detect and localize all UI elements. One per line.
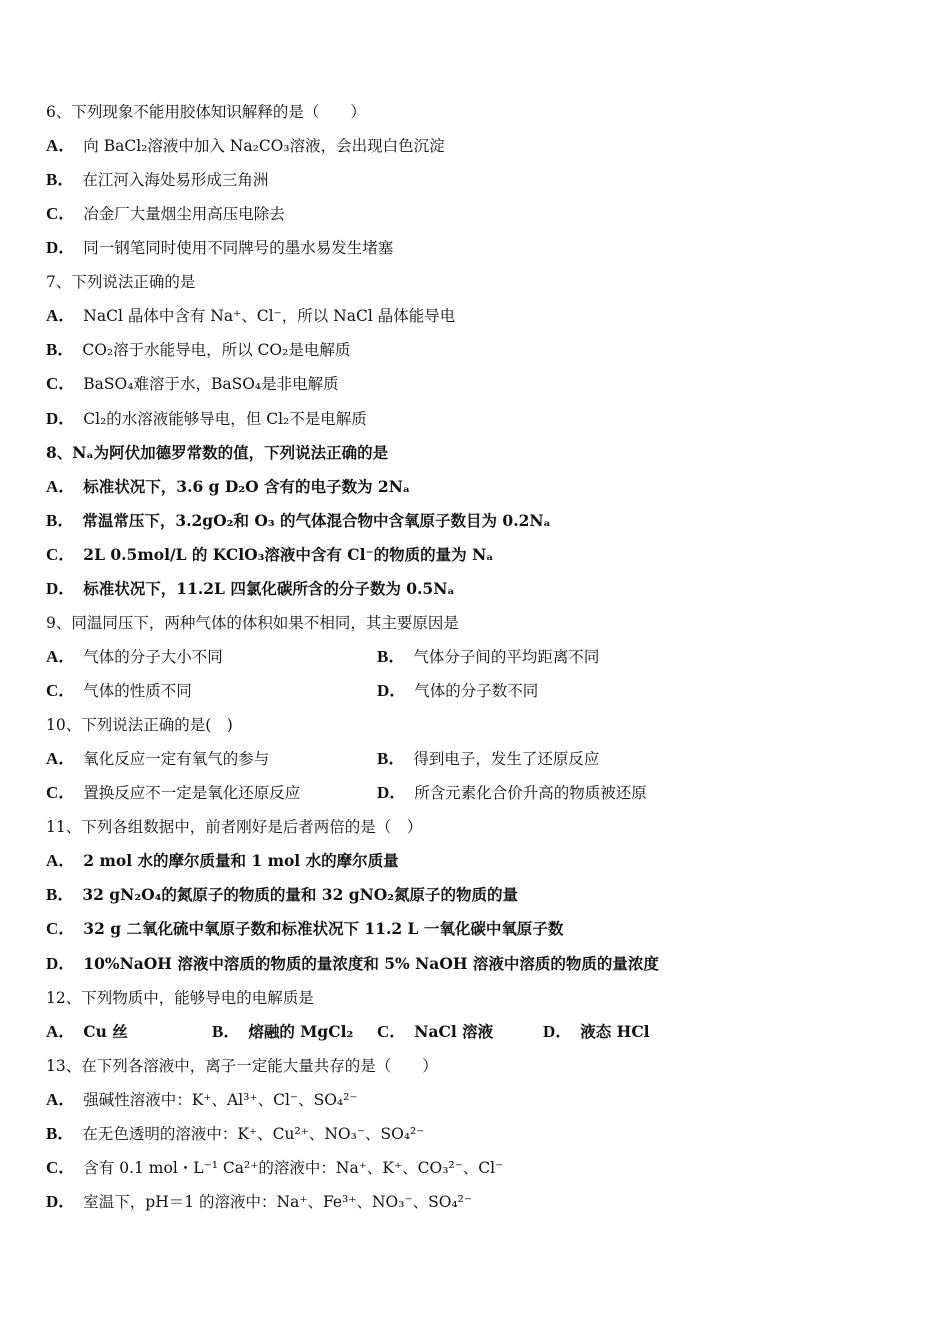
option-label: A．: [46, 646, 76, 666]
answer-option: [46, 236, 393, 260]
option-label: A．: [46, 476, 76, 496]
question-stem: 8、Nₐ为阿伏加德罗常数的值，下列说法正确的是: [46, 442, 389, 462]
question-stem: 12、下列物质中，能够导电的电解质是: [46, 988, 314, 1007]
option-text: 所含元素化合价升高的物质被还原: [414, 784, 647, 803]
question-stem: 11、下列各组数据中，前者刚好是后者两倍的是（ ）: [46, 818, 423, 837]
option-label: D．: [46, 953, 76, 973]
answer-option: [46, 849, 399, 873]
answer-option: [46, 747, 269, 771]
option-text: 熔融的 MgCl₂: [248, 1021, 354, 1041]
answer-option: [46, 1020, 128, 1044]
answer-option: [46, 679, 192, 703]
option-text: 室温下，pH＝1 的溶液中：Na⁺、Fe³⁺、NO₃⁻、SO₄²⁻: [83, 1192, 473, 1211]
option-text: 2L 0.5mol/L 的 KClO₃溶液中含有 Cl⁻的物质的量为 Nₐ: [83, 544, 494, 564]
option-label: D．: [543, 1021, 573, 1041]
option-label: B．: [212, 1021, 241, 1041]
option-label: B．: [46, 340, 75, 360]
answer-option: [377, 679, 538, 703]
option-text: 冶金厂大量烟尘用高压电除去: [83, 205, 285, 224]
option-label: A．: [46, 306, 76, 326]
option-label: C．: [46, 783, 76, 803]
answer-option: [46, 134, 445, 158]
option-text: 含有 0.1 mol・L⁻¹ Ca²⁺的溶液中：Na⁺、K⁺、CO₃²⁻、Cl⁻: [83, 1158, 504, 1177]
option-label: B．: [46, 1123, 75, 1143]
option-text: 气体的分子数不同: [414, 682, 539, 701]
answer-option: [543, 1020, 650, 1044]
answer-option: [46, 577, 455, 601]
option-text: 得到电子，发生了还原反应: [413, 750, 600, 769]
option-label: B．: [46, 885, 75, 905]
answer-option: [377, 1020, 493, 1044]
answer-option: [46, 372, 339, 396]
answer-option: [46, 781, 300, 805]
answer-option: [46, 645, 223, 669]
option-label: D．: [46, 408, 76, 428]
option-label: D．: [46, 578, 76, 598]
option-label: C．: [46, 919, 76, 939]
option-label: B．: [377, 749, 406, 769]
option-label: D．: [377, 783, 407, 803]
option-text: CO₂溶于水能导电，所以 CO₂是电解质: [82, 341, 351, 360]
option-text: BaSO₄难溶于水，BaSO₄是非电解质: [83, 375, 339, 394]
option-text: 2 mol 水的摩尔质量和 1 mol 水的摩尔质量: [83, 851, 399, 871]
answer-option: [46, 509, 551, 533]
answer-option: [46, 1088, 358, 1112]
option-label: D．: [46, 1191, 76, 1211]
answer-option: [46, 1122, 424, 1146]
answer-option: [46, 407, 367, 431]
answer-option: [46, 304, 455, 328]
option-label: A．: [46, 1021, 76, 1041]
option-text: 强碱性溶液中：K⁺、Al³⁺、Cl⁻、SO₄²⁻: [83, 1090, 358, 1109]
option-label: C．: [46, 544, 76, 564]
answer-option: [377, 781, 647, 805]
option-text: 在无色透明的溶液中：K⁺、Cu²⁺、NO₃⁻、SO₄²⁻: [82, 1124, 425, 1143]
answer-option: [212, 1020, 353, 1044]
answer-option: [46, 1190, 472, 1214]
answer-option: [46, 917, 563, 941]
question-stem: 13、在下列各溶液中，离子一定能大量共存的是（ ）: [46, 1056, 438, 1075]
option-text: NaCl 晶体中含有 Na⁺、Cl⁻，所以 NaCl 晶体能导电: [83, 307, 456, 326]
option-text: 常温常压下，3.2gO₂和 O₃ 的气体混合物中含氧原子数目为 0.2Nₐ: [82, 510, 551, 530]
option-text: 气体的性质不同: [83, 682, 192, 701]
option-text: 标准状况下，3.6 g D₂O 含有的电子数为 2Nₐ: [83, 476, 411, 496]
answer-option: [46, 168, 268, 192]
question-stem: 9、同温同压下，两种气体的体积如果不相同，其主要原因是: [46, 613, 459, 632]
option-text: 在江河入海处易形成三角洲: [82, 171, 269, 190]
option-label: B．: [46, 510, 75, 530]
option-text: 气体分子间的平均距离不同: [413, 647, 600, 666]
option-text: 向 BaCl₂溶液中加入 Na₂CO₃溶液，会出现白色沉淀: [83, 137, 445, 156]
option-text: 同一钢笔同时使用不同牌号的墨水易发生堵塞: [83, 239, 394, 258]
option-label: B．: [377, 646, 406, 666]
option-label: D．: [377, 681, 407, 701]
answer-option: [46, 1156, 503, 1180]
question-stem: 7、下列说法正确的是: [46, 273, 196, 292]
option-text: NaCl 溶液: [414, 1021, 494, 1041]
option-text: 10%NaOH 溶液中溶质的物质的量浓度和 5% NaOH 溶液中溶质的物质的量浓度: [83, 953, 659, 973]
option-text: 32 g 二氧化硫中氧原子数和标准状况下 11.2 L 一氧化碳中氧原子数: [83, 919, 564, 939]
option-text: 标准状况下，11.2L 四氯化碳所含的分子数为 0.5Nₐ: [83, 578, 455, 598]
question-stem: 10、下列说法正确的是( ): [46, 716, 233, 735]
option-text: 氧化反应一定有氧气的参与: [83, 750, 270, 769]
option-label: B．: [46, 170, 75, 190]
option-label: A．: [46, 136, 76, 156]
answer-option: [46, 202, 285, 226]
option-text: Cu 丝: [83, 1021, 128, 1041]
option-label: D．: [46, 238, 76, 258]
answer-option: [377, 645, 599, 669]
question-stem: 6、下列现象不能用胶体知识解释的是（ ）: [46, 103, 366, 121]
answer-option: [46, 543, 493, 567]
option-label: C．: [46, 1157, 76, 1177]
answer-option: [46, 883, 518, 907]
option-label: A．: [46, 851, 76, 871]
option-text: Cl₂的水溶液能够导电，但 Cl₂不是电解质: [83, 409, 367, 428]
option-text: 置换反应不一定是氧化还原反应: [83, 784, 301, 803]
answer-option: [377, 747, 599, 771]
option-label: A．: [46, 1089, 76, 1109]
option-text: 32 gN₂O₄的氮原子的物质的量和 32 gNO₂氮原子的物质的量: [82, 885, 519, 905]
answer-option: [46, 338, 350, 362]
option-label: C．: [377, 1021, 407, 1041]
option-label: A．: [46, 749, 76, 769]
option-text: 气体的分子大小不同: [83, 647, 223, 666]
option-text: 液态 HCl: [580, 1021, 650, 1041]
option-label: C．: [46, 681, 76, 701]
answer-option: [46, 475, 410, 499]
option-label: C．: [46, 204, 76, 224]
option-label: C．: [46, 374, 76, 394]
answer-option: [46, 952, 659, 976]
